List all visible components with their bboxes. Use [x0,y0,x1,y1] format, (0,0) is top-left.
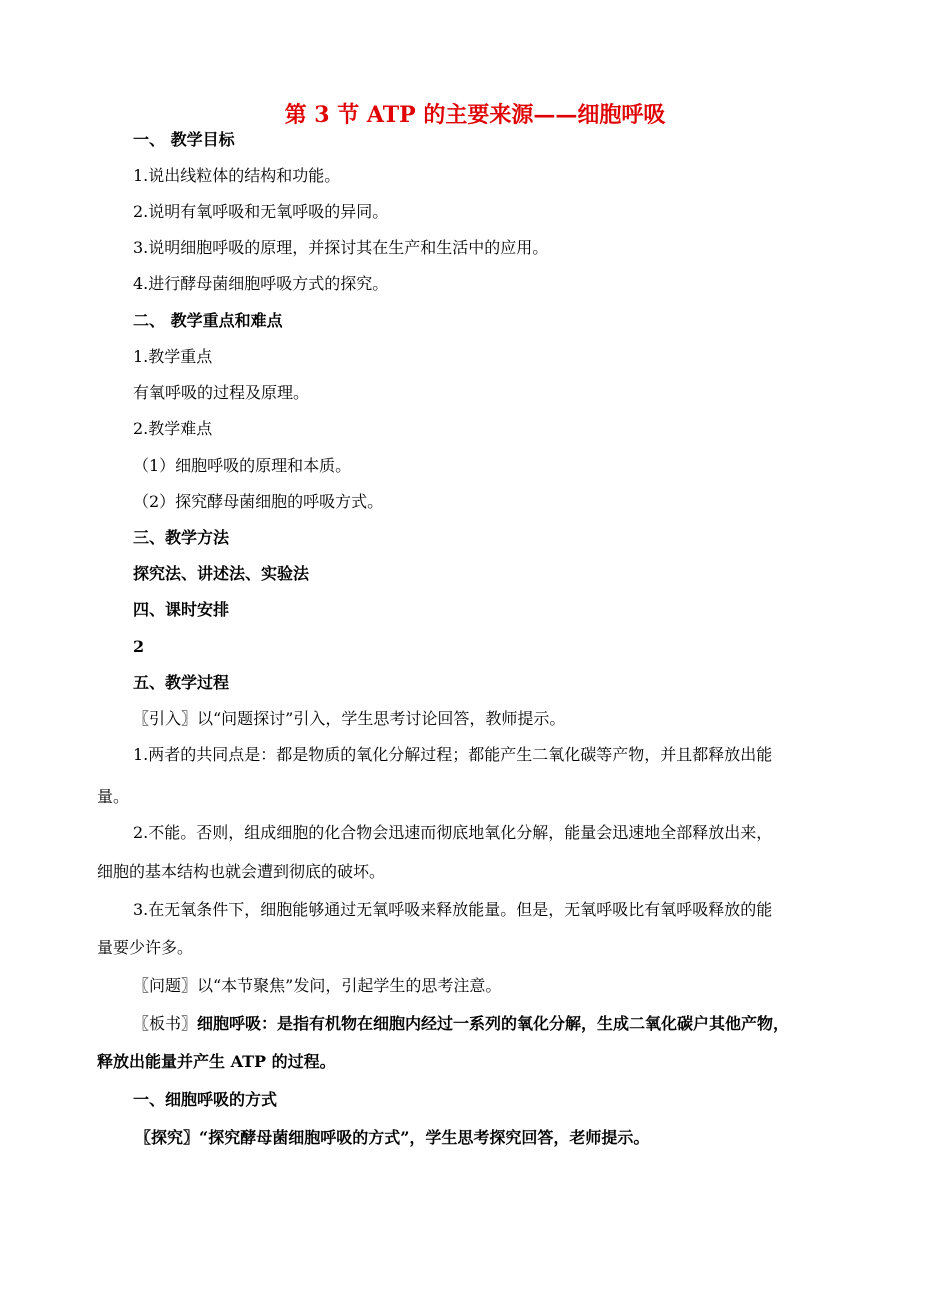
section-heading-key-points: 二、 教学重点和难点 [133,311,283,330]
methods-text: 探究法、讲述法、实验法 [133,564,310,583]
key-point-label: 1.教学重点 [133,347,213,366]
section-heading-objectives: 一、 教学目标 [133,130,235,149]
subsection-heading-respiration-modes: 一、细胞呼吸的方式 [133,1090,278,1109]
explore-prompt: 〖探究〗“探究酵母菌细胞呼吸的方式”，学生思考探究回答，老师提示。 [135,1128,650,1147]
section-heading-schedule: 四、课时安排 [133,600,230,619]
answer-1-line-1: 1.两者的共同点是：都是物质的氧化分解过程；都能产生二氧化碳等产物，并且都释放出能 [133,745,773,764]
objective-item: 1.说出线粒体的结构和功能。 [133,166,341,185]
board-definition: 细胞呼吸：是指有机物在细胞内经过一系列的氧化分解，生成二氧化碳户其他产物， [197,1014,790,1033]
board-label: 〖板书〗 [133,1014,198,1033]
key-point-text: 有氧呼吸的过程及原理。 [133,383,310,402]
schedule-text: 2 [133,637,145,656]
difficulty-label: 2.教学难点 [133,419,213,438]
board-line-2: 释放出能量并产生 ATP 的过程。 [97,1052,336,1071]
board-line-1 [133,1013,789,1035]
answer-3-line-1: 3.在无氧条件下，细胞能够通过无氧呼吸来释放能量。但是，无氧呼吸比有氧呼吸释放的能 [133,900,773,919]
objective-item: 4.进行酵母菌细胞呼吸方式的探究。 [133,274,389,293]
difficulty-item: （2）探究酵母菌细胞的呼吸方式。 [133,492,384,511]
difficulty-item: （1）细胞呼吸的原理和本质。 [133,456,352,475]
objective-item: 2.说明有氧呼吸和无氧呼吸的异同。 [133,202,389,221]
page-title: 第 3 节 ATP 的主要来源——细胞呼吸 [284,102,666,128]
answer-2-line-1: 2.不能。否则，组成细胞的化合物会迅速而彻底地氧化分解，能量会迅速地全部释放出来， [133,823,773,842]
process-intro: 〖引入〗以“问题探讨”引入，学生思考讨论回答，教师提示。 [133,709,566,728]
answer-1-line-2: 量。 [97,787,130,806]
section-heading-process: 五、教学过程 [133,673,230,692]
section-heading-methods: 三、教学方法 [133,528,230,547]
objective-item: 3.说明细胞呼吸的原理，并探讨其在生产和生活中的应用。 [133,238,549,257]
answer-3-line-2: 量要少许多。 [97,938,194,957]
answer-2-line-2: 细胞的基本结构也就会遭到彻底的破坏。 [97,862,386,881]
process-question: 〖问题〗以“本节聚焦”发问，引起学生的思考注意。 [133,976,502,995]
